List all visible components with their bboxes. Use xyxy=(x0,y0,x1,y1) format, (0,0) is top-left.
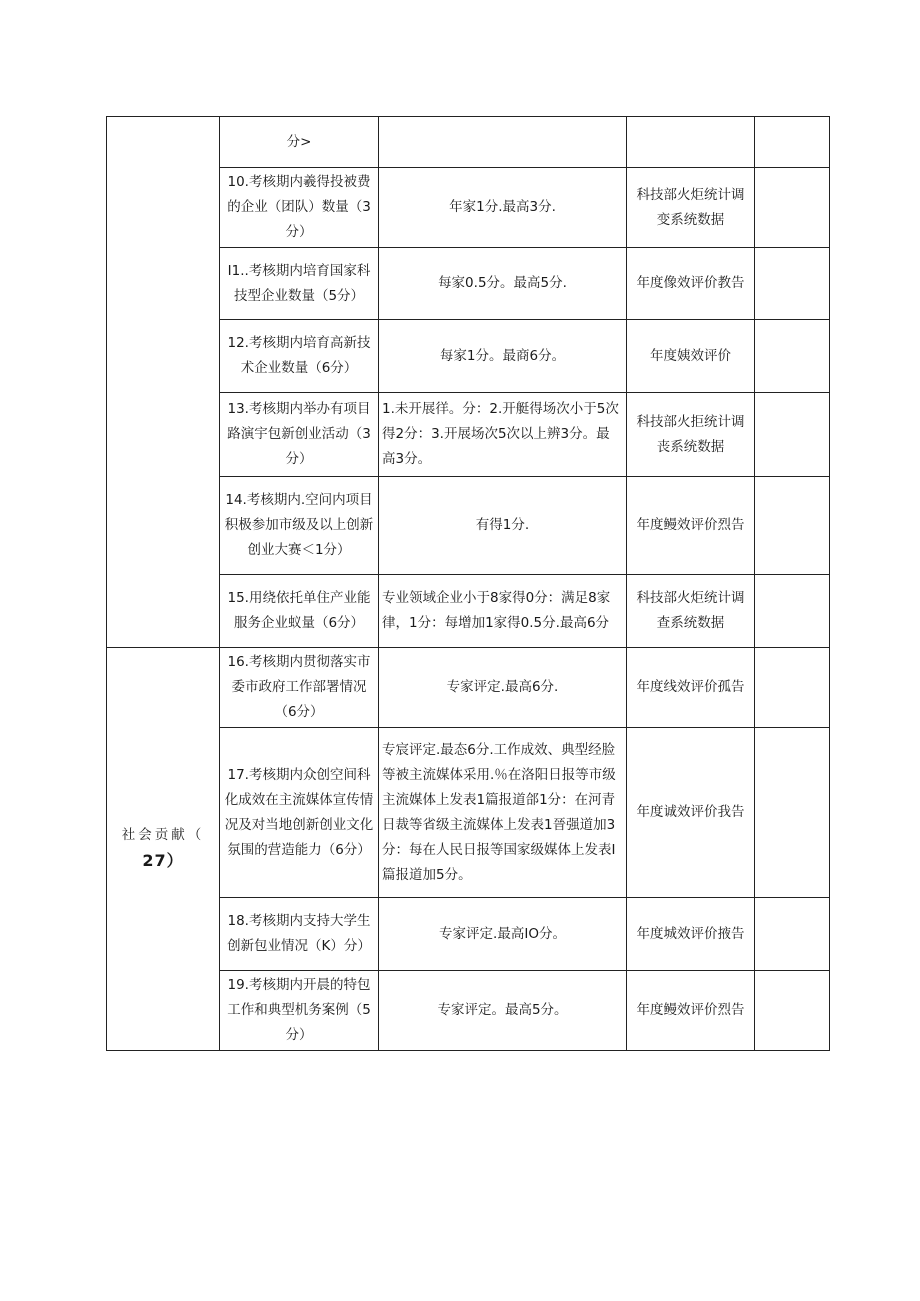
blank-cell xyxy=(755,477,830,575)
indicator-cell: 12.考核期内培育高新技术企业数量（6分） xyxy=(220,320,379,393)
indicator-cell: I1..考核期内培育国家科技型企业数量（5分） xyxy=(220,248,379,320)
blank-cell xyxy=(755,575,830,648)
criteria-cell: 专业领域企业小于8家得0分：满足8家律，1分：每增加1家得0.5分.最高6分 xyxy=(379,575,627,648)
criteria-cell: 有得1分. xyxy=(379,477,627,575)
source-cell: 年度鳗效评价烈告 xyxy=(627,971,755,1051)
blank-cell xyxy=(755,898,830,971)
source-cell xyxy=(627,117,755,168)
indicator-cell: 10.考核期内羲得投被费的企业（团队）数量（3分） xyxy=(220,168,379,248)
criteria-cell: 专家评定.最高6分. xyxy=(379,648,627,728)
blank-cell xyxy=(755,971,830,1051)
indicator-cell: 18.考核期内支持大学生创新包业情况（K）分） xyxy=(220,898,379,971)
source-cell: 年度城效评价掖告 xyxy=(627,898,755,971)
criteria-cell: 1.未开展徉。分：2.开艇得场次小于5次得2分：3.开展场次5次以上辨3分。最高3分。 xyxy=(379,393,627,477)
indicator-cell: 16.考核期内贯彻落实市委市政府工作部署情况（6分） xyxy=(220,648,379,728)
criteria-cell: 年家1分.最高3分. xyxy=(379,168,627,248)
source-cell: 年度姨效评价 xyxy=(627,320,755,393)
blank-cell xyxy=(755,248,830,320)
source-cell: 科技部火炬统计调变系统数据 xyxy=(627,168,755,248)
criteria-cell: 专宸评定.最态6分.工作成效、典型经脸等被主流媒体采用.％在洛阳日报等市级主流媒体上发表1篇报道郃1分：在河青日裁等省级主流媒体上发表1晉强道加3分：每在人民日报等国家级媒体上发表I篇报道加5分。 xyxy=(379,728,627,898)
indicator-cell: 13.考核期内举办有项目路演宇包新创业活动（3分） xyxy=(220,393,379,477)
blank-cell xyxy=(755,320,830,393)
category-label: 社会贡献（ xyxy=(121,827,205,843)
criteria-cell: 专家评定.最高IO分。 xyxy=(379,898,627,971)
blank-cell xyxy=(755,393,830,477)
category-cell-social-contribution xyxy=(107,648,220,1051)
category-total: 27） xyxy=(142,851,184,870)
blank-cell xyxy=(755,117,830,168)
source-cell: 年度线效评价孤告 xyxy=(627,648,755,728)
indicator-cell: 14.考核期内.空问内项目积极参加市级及以上创新创业大赛＜1分） xyxy=(220,477,379,575)
blank-cell xyxy=(755,648,830,728)
category-cell-empty xyxy=(107,117,220,648)
indicator-cell: 19.考核期内开晨的特包工作和典型机务案例（5分） xyxy=(220,971,379,1051)
indicator-cell: 15.用绕依托单住产业能服务企业蚁量（6分） xyxy=(220,575,379,648)
source-cell: 年度鳗效评价烈告 xyxy=(627,477,755,575)
source-cell: 科技部火炬统计调查系统数据 xyxy=(627,575,755,648)
table-row xyxy=(107,648,830,728)
indicator-cell: 分> xyxy=(220,117,379,168)
criteria-cell xyxy=(379,117,627,168)
source-cell: 年度像效评价教告 xyxy=(627,248,755,320)
indicator-cell: 17.考核期内众创空间科化成效在主流媒体宣传情况及对当地创新创业文化氛围的营造能力（6分） xyxy=(220,728,379,898)
criteria-cell: 专家评定。最高5分。 xyxy=(379,971,627,1051)
criteria-cell: 每家1分。最商6分。 xyxy=(379,320,627,393)
table-row xyxy=(107,117,830,168)
blank-cell xyxy=(755,728,830,898)
source-cell: 科技部火拒统计调丧系统数据 xyxy=(627,393,755,477)
source-cell: 年度诚效评价我告 xyxy=(627,728,755,898)
blank-cell xyxy=(755,168,830,248)
criteria-cell: 每家0.5分。最高5分. xyxy=(379,248,627,320)
assessment-table xyxy=(106,116,830,1051)
